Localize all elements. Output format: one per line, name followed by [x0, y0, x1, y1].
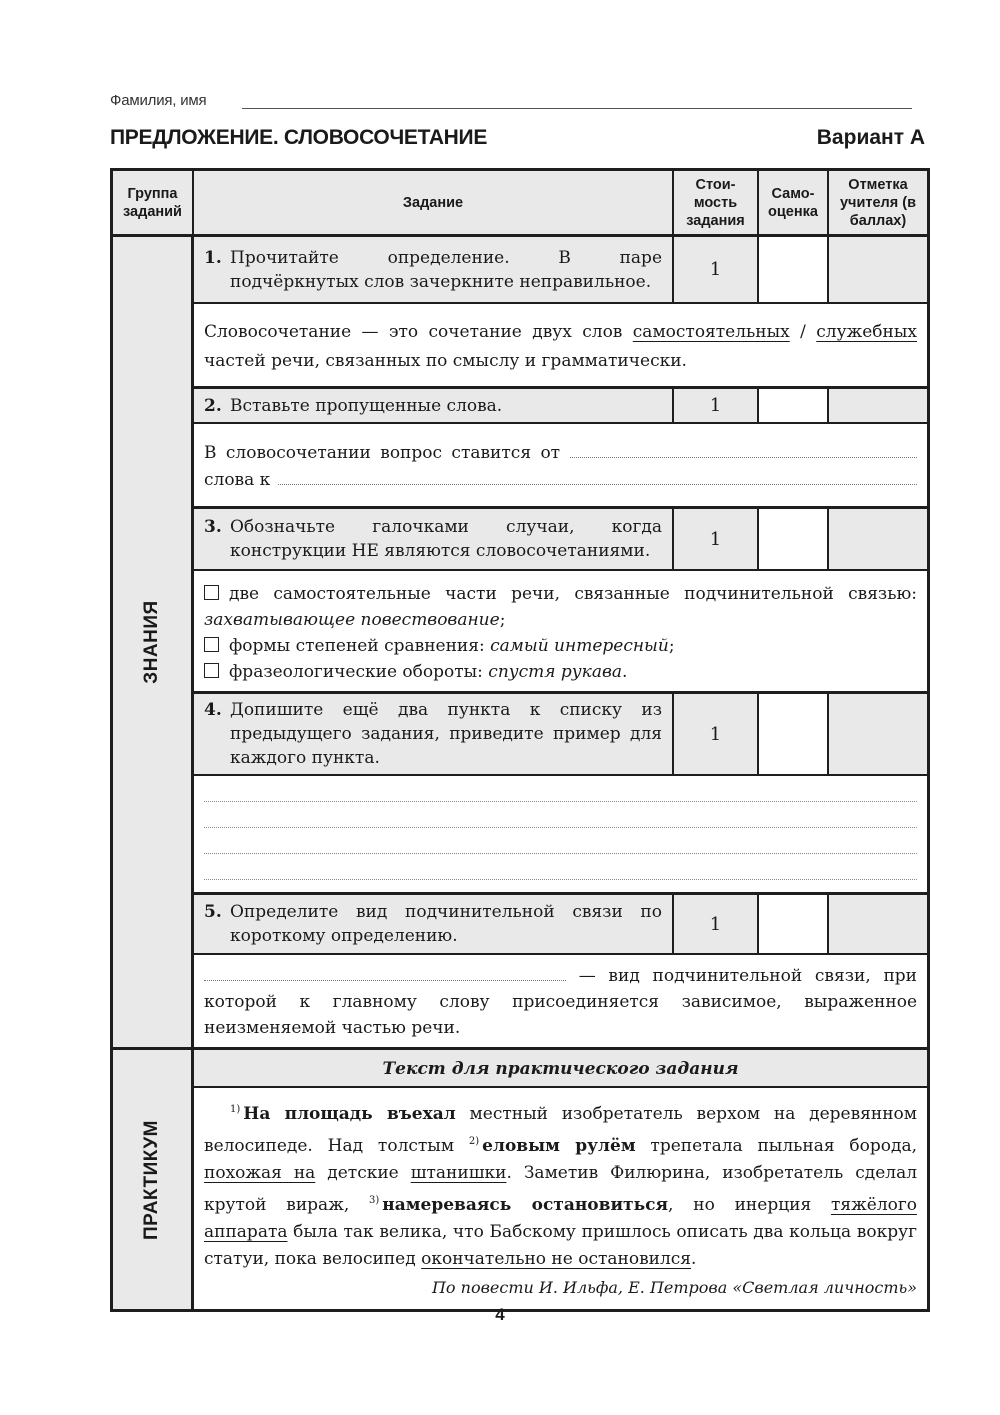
- checkbox[interactable]: [204, 663, 219, 678]
- option-auxiliary[interactable]: служебных: [816, 322, 917, 342]
- practice-section: [113, 1047, 927, 1309]
- task-4-answer-area: [194, 776, 927, 895]
- checkbox-option: две самостоятельные части речи, связанные подчинительной связью: захватывающее повествование;: [204, 584, 917, 630]
- task-row-4: 4. Допишите ещё два пункта к списку из предыдущего задания, приведите пример для каждого пункта. 1: [194, 694, 927, 776]
- task-cost: 1: [674, 895, 759, 953]
- group-label-cell: [113, 237, 194, 1047]
- task-row-2: 2. Вставьте пропущенные слова. 1: [194, 389, 927, 424]
- answer-blank-1[interactable]: [570, 444, 917, 458]
- knowledge-section: [113, 237, 927, 1047]
- checkbox-option: фразеологические обороты: спустя рукава.: [204, 659, 917, 685]
- table-header: [113, 171, 927, 237]
- name-field: [110, 92, 810, 114]
- task-cost: 1: [674, 509, 759, 569]
- teacher-mark-cell[interactable]: [829, 895, 927, 953]
- answer-line[interactable]: [204, 854, 917, 880]
- self-assessment-cell[interactable]: [759, 389, 829, 422]
- checkbox[interactable]: [204, 585, 219, 600]
- col-header-self: Само-оценка: [759, 171, 829, 234]
- col-header-cost: Стои-мость задания: [674, 171, 759, 234]
- title-row: [110, 126, 925, 154]
- task-text: Допишите ещё два пункта к списку из предыдущего задания, приведите пример для каждого пункта.: [230, 700, 662, 768]
- self-assessment-cell[interactable]: [759, 895, 829, 953]
- answer-line[interactable]: [204, 776, 917, 802]
- task-text: Прочитайте определение. В паре подчёркнутых слов зачеркните неправильное.: [230, 248, 662, 292]
- self-assessment-cell[interactable]: [759, 509, 829, 569]
- answer-line[interactable]: [204, 828, 917, 854]
- task-3-content: [194, 571, 927, 694]
- self-assessment-cell[interactable]: [759, 237, 829, 302]
- task-cost: 1: [674, 694, 759, 774]
- practice-text-title: Текст для практического задания: [194, 1050, 927, 1088]
- task-5-content: — вид подчинительной связи, при которой к главному слову присоединяется зависимое, выраженное неизменяемой частью речи.: [194, 955, 927, 1047]
- self-assessment-cell[interactable]: [759, 694, 829, 774]
- group-label-cell: [113, 1050, 194, 1309]
- task-text: Вставьте пропущенные слова.: [230, 396, 503, 416]
- checkbox[interactable]: [204, 637, 219, 652]
- task-cost: 1: [674, 389, 759, 422]
- task-cost: 1: [674, 237, 759, 302]
- task-2-content: В словосочетании вопрос ставится от слова к: [194, 424, 927, 509]
- task-text: Обозначьте галочками случаи, когда конструкции НЕ являются словосочетаниями.: [230, 517, 662, 561]
- teacher-mark-cell[interactable]: [829, 509, 927, 569]
- task-number: 1.: [204, 248, 222, 268]
- col-header-mark: Отметка учителя (в баллах): [839, 176, 916, 229]
- task-text: Определите вид подчинительной связи по короткому определению.: [230, 902, 662, 946]
- page-number: 4: [495, 1305, 505, 1324]
- page-title: ПРЕДЛОЖЕНИЕ. СЛОВОСОЧЕТАНИЕ: [110, 126, 488, 149]
- col-header-task: Задание: [194, 171, 674, 234]
- answer-blank-2[interactable]: [278, 471, 917, 485]
- text-source: По повести И. Ильфа, Е. Петрова «Светлая личность»: [431, 1278, 917, 1297]
- col-header-group: Группа заданий: [113, 171, 194, 234]
- task-row-1: [194, 237, 927, 304]
- task-row-3: 3. Обозначьте галочками случаи, когда конструкции НЕ являются словосочетаниями. 1: [194, 509, 927, 571]
- task-row-5: 5. Определите вид подчинительной связи по короткому определению. 1: [194, 895, 927, 955]
- name-input-line[interactable]: [242, 108, 912, 109]
- assessment-table: [110, 168, 930, 1312]
- task-1-content: Словосочетание — это сочетание двух слов самостоятельных / служебных частей речи, связанных по смыслу и грамматически.: [194, 304, 927, 389]
- answer-blank[interactable]: [204, 967, 566, 981]
- teacher-mark-cell[interactable]: [829, 389, 927, 422]
- group-label-knowledge: ЗНАНИЯ: [141, 600, 162, 684]
- teacher-mark-cell[interactable]: [829, 694, 927, 774]
- name-label: Фамилия, имя: [110, 92, 207, 109]
- group-label-practice: ПРАКТИКУМ: [141, 1119, 162, 1240]
- option-independent[interactable]: самостоятельных: [632, 322, 790, 342]
- checkbox-option: формы степеней сравнения: самый интересный;: [204, 633, 917, 659]
- practice-text: $^{1)}$ На площадь въехал местный изобретатель верхом на деревянном велосипеде. Над толстым $^{2)}$ еловым рулём трепетала пыльная борода, похожая на детские штанишки. Заметив Филюрина, изобретатель сделал крутой вираж, $^{3)}$ намереваясь остановиться, но инерция тяжёлого аппарата была так велика, что Бабскому пришлось описать два кольца вокруг статуи, пока велосипед окончательно не остановился. По повести И. Ильфа, Е. Петрова «Светлая личность»: [194, 1088, 927, 1309]
- answer-line[interactable]: [204, 802, 917, 828]
- teacher-mark-cell[interactable]: [829, 237, 927, 302]
- variant-label: Вариант А: [816, 126, 925, 149]
